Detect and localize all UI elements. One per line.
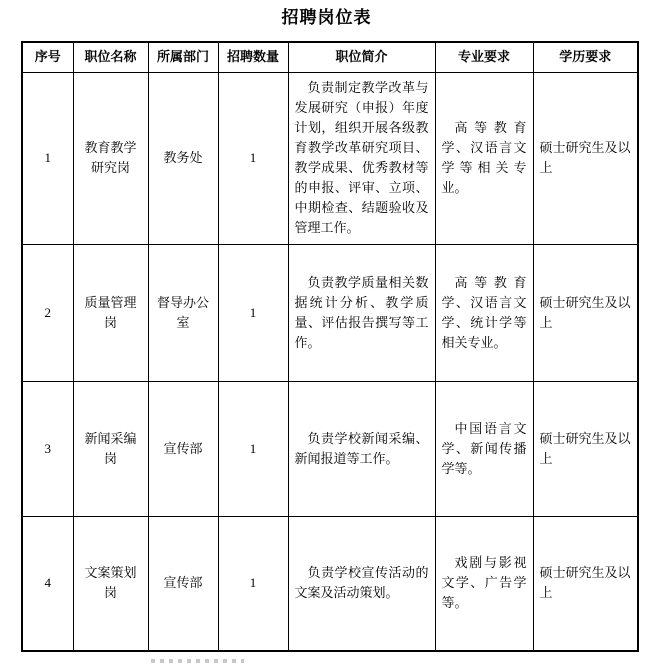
column-header-6: 学历要求 (533, 42, 638, 72)
column-header-0: 序号 (22, 42, 73, 72)
cell-count: 1 (218, 72, 288, 244)
cell-major: 高等教育学、汉语言文学、统计学等相关专业。 (435, 244, 533, 381)
cell-department: 教务处 (148, 72, 218, 244)
cell-major: 高等教育学、汉语言文学等相关专业。 (435, 72, 533, 244)
column-header-1: 职位名称 (73, 42, 148, 72)
cell-count: 1 (218, 516, 288, 651)
cell-position: 新闻采编岗 (73, 381, 148, 516)
cutoff-text-artifact (151, 659, 244, 663)
cell-education: 硕士研究生及以上 (533, 72, 638, 244)
cell-no: 1 (22, 72, 73, 244)
cell-no: 3 (22, 381, 73, 516)
cell-education: 硕士研究生及以上 (533, 244, 638, 381)
column-header-3: 招聘数量 (218, 42, 288, 72)
cell-department: 宣传部 (148, 381, 218, 516)
cell-education: 硕士研究生及以上 (533, 381, 638, 516)
column-header-4: 职位简介 (288, 42, 435, 72)
cell-department: 宣传部 (148, 516, 218, 651)
header-row (22, 42, 638, 72)
table-row (22, 381, 638, 516)
cell-description: 负责学校宣传活动的文案及活动策划。 (288, 516, 435, 651)
cell-education: 硕士研究生及以上 (533, 516, 638, 651)
cell-count: 1 (218, 381, 288, 516)
cell-major: 戏剧与影视文学、广告学等。 (435, 516, 533, 651)
cell-major: 中国语言文学、新闻传播学等。 (435, 381, 533, 516)
table-row (22, 244, 638, 381)
cell-no: 4 (22, 516, 73, 651)
page-title: 招聘岗位表 (281, 8, 372, 27)
cell-count: 1 (218, 244, 288, 381)
recruitment-table (21, 41, 639, 652)
cell-description: 负责制定教学改革与发展研究（申报）年度计划，组织开展各级教育教学改革研究项目、教学成果、优秀教材等的申报、评审、立项、中期检查、结题验收及管理工作。 (288, 72, 435, 244)
cell-description: 负责教学质量相关数据统计分析、教学质量、评估报告撰写等工作。 (288, 244, 435, 381)
column-header-5: 专业要求 (435, 42, 533, 72)
column-header-2: 所属部门 (148, 42, 218, 72)
cell-no: 2 (22, 244, 73, 381)
cell-position: 教育教学研究岗 (73, 72, 148, 244)
table-row (22, 516, 638, 651)
cell-department: 督导办公室 (148, 244, 218, 381)
table-body (22, 72, 638, 651)
cell-description: 负责学校新闻采编、新闻报道等工作。 (288, 381, 435, 516)
table-row (22, 72, 638, 244)
cell-position: 质量管理岗 (73, 244, 148, 381)
cell-position: 文案策划岗 (73, 516, 148, 651)
